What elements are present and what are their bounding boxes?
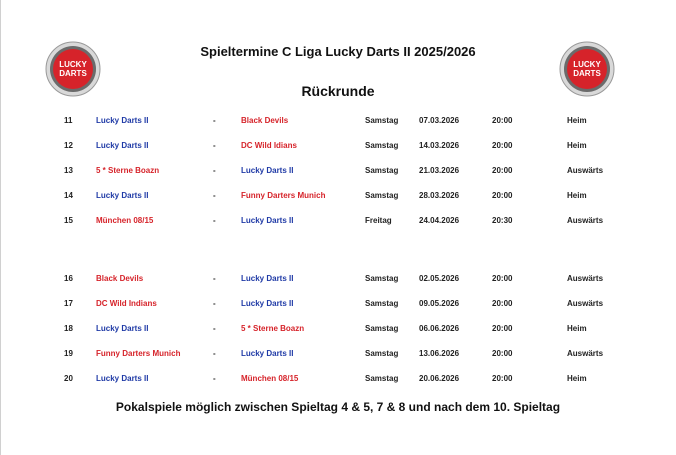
home-team: Lucky Darts II xyxy=(96,324,149,333)
weekday: Samstag xyxy=(365,116,399,125)
svg-text:DARTS: DARTS xyxy=(59,69,87,78)
match-date: 14.03.2026 xyxy=(419,141,460,150)
venue: Auswärts xyxy=(567,299,604,308)
match-time: 20:00 xyxy=(492,141,513,150)
match-date: 13.06.2026 xyxy=(419,349,460,358)
table-row xyxy=(0,137,676,155)
match-date: 21.03.2026 xyxy=(419,166,460,175)
match-time: 20:00 xyxy=(492,374,513,383)
svg-text:LUCKY: LUCKY xyxy=(59,60,87,69)
vs-dash: - xyxy=(213,141,216,150)
venue: Heim xyxy=(567,324,587,333)
vs-dash: - xyxy=(213,166,216,175)
match-number: 11 xyxy=(64,116,73,125)
weekday: Samstag xyxy=(365,374,399,383)
match-time: 20:00 xyxy=(492,166,513,175)
venue: Auswärts xyxy=(567,349,604,358)
away-team: 5 * Sterne Boazn xyxy=(241,324,305,333)
match-date: 28.03.2026 xyxy=(419,191,460,200)
home-team: DC Wild Indians xyxy=(96,299,157,308)
away-team: Lucky Darts II xyxy=(241,274,294,283)
away-team: DC Wild Idians xyxy=(241,141,297,150)
match-number: 18 xyxy=(64,324,73,333)
table-row xyxy=(0,212,676,230)
match-number: 13 xyxy=(64,166,73,175)
weekday: Samstag xyxy=(365,299,399,308)
match-number: 12 xyxy=(64,141,73,150)
away-team: Black Devils xyxy=(241,116,289,125)
match-time: 20:00 xyxy=(492,349,513,358)
home-team: Lucky Darts II xyxy=(96,116,149,125)
away-team: Lucky Darts II xyxy=(241,166,294,175)
match-time: 20:00 xyxy=(492,324,513,333)
vs-dash: - xyxy=(213,349,216,358)
home-team: 5 * Sterne Boazn xyxy=(96,166,160,175)
table-row xyxy=(0,370,676,388)
section-title: Rückrunde xyxy=(301,83,375,99)
weekday: Samstag xyxy=(365,166,399,175)
venue: Heim xyxy=(567,191,587,200)
weekday: Samstag xyxy=(365,274,399,283)
weekday: Samstag xyxy=(365,191,399,200)
vs-dash: - xyxy=(213,299,216,308)
table-row xyxy=(0,295,676,313)
vs-dash: - xyxy=(213,116,216,125)
vs-dash: - xyxy=(213,274,216,283)
away-team: Lucky Darts II xyxy=(241,216,294,225)
match-date: 24.04.2026 xyxy=(419,216,460,225)
home-team: Lucky Darts II xyxy=(96,141,149,150)
away-team: Lucky Darts II xyxy=(241,299,294,308)
away-team: Funny Darters Munich xyxy=(241,191,326,200)
home-team: München 08/15 xyxy=(96,216,154,225)
weekday: Samstag xyxy=(365,324,399,333)
table-row xyxy=(0,345,676,363)
svg-text:DARTS: DARTS xyxy=(573,69,601,78)
match-number: 17 xyxy=(64,299,73,308)
table-row xyxy=(0,162,676,180)
venue: Heim xyxy=(567,141,587,150)
match-date: 20.06.2026 xyxy=(419,374,460,383)
match-date: 07.03.2026 xyxy=(419,116,460,125)
vs-dash: - xyxy=(213,374,216,383)
away-team: München 08/15 xyxy=(241,374,299,383)
home-team: Lucky Darts II xyxy=(96,191,149,200)
svg-text:LUCKY: LUCKY xyxy=(573,60,601,69)
away-team: Lucky Darts II xyxy=(241,349,294,358)
venue: Auswärts xyxy=(567,274,604,283)
weekday: Samstag xyxy=(365,349,399,358)
home-team: Black Devils xyxy=(96,274,144,283)
match-number: 15 xyxy=(64,216,73,225)
vs-dash: - xyxy=(213,324,216,333)
match-date: 09.05.2026 xyxy=(419,299,460,308)
match-time: 20:00 xyxy=(492,274,513,283)
venue: Heim xyxy=(567,116,587,125)
vs-dash: - xyxy=(213,216,216,225)
match-number: 14 xyxy=(64,191,73,200)
venue: Auswärts xyxy=(567,166,604,175)
page-title: Spieltermine C Liga Lucky Darts II 2025/2026 xyxy=(200,44,476,59)
match-number: 16 xyxy=(64,274,73,283)
table-row xyxy=(0,187,676,205)
match-time: 20:00 xyxy=(492,191,513,200)
match-time: 20:00 xyxy=(492,116,513,125)
match-time: 20:00 xyxy=(492,299,513,308)
match-number: 20 xyxy=(64,374,73,383)
weekday: Samstag xyxy=(365,141,399,150)
match-date: 02.05.2026 xyxy=(419,274,460,283)
table-row xyxy=(0,270,676,288)
cup-note: Pokalspiele möglich zwischen Spieltag 4 & 5, 7 & 8 und nach dem 10. Spieltag xyxy=(115,400,561,414)
home-team: Lucky Darts II xyxy=(96,374,149,383)
match-date: 06.06.2026 xyxy=(419,324,460,333)
table-row xyxy=(0,112,676,130)
match-number: 19 xyxy=(64,349,73,358)
home-team: Funny Darters Munich xyxy=(96,349,181,358)
venue: Auswärts xyxy=(567,216,604,225)
table-row xyxy=(0,320,676,338)
venue: Heim xyxy=(567,374,587,383)
match-time: 20:30 xyxy=(492,216,513,225)
vs-dash: - xyxy=(213,191,216,200)
weekday: Freitag xyxy=(365,216,392,225)
